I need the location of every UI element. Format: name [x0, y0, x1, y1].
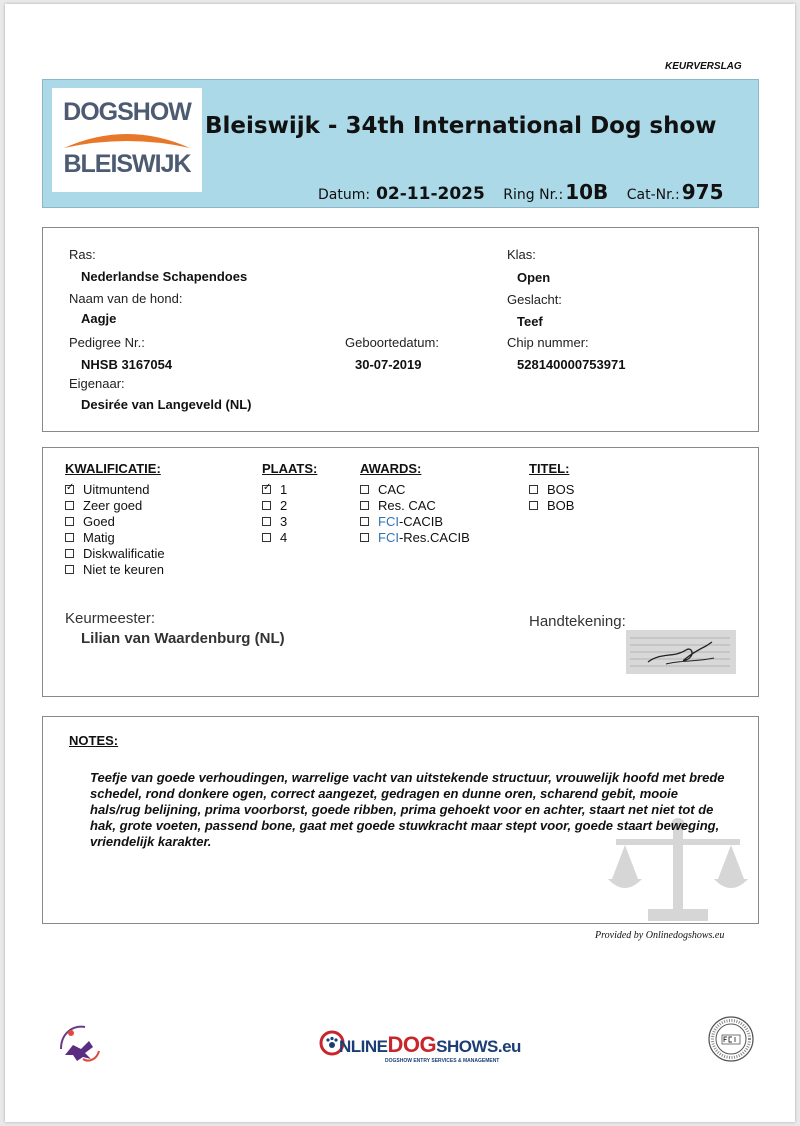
awards-heading: AWARDS:: [360, 461, 422, 476]
chip-value: 528140000753971: [517, 357, 626, 372]
date-value: 02-11-2025: [376, 184, 485, 204]
logo-swoosh-icon: [62, 126, 192, 152]
date-label: Datum:: [318, 187, 371, 203]
checkbox-checked-icon[interactable]: [262, 485, 271, 494]
title-option[interactable]: BOB: [529, 498, 574, 514]
title-option[interactable]: BOS: [529, 482, 574, 498]
dog-info-box: [42, 227, 759, 432]
onlinedogshows-wordmark: NLINEDOGSHOWS.eu: [339, 1032, 521, 1057]
sex-label: Geslacht:: [507, 292, 562, 307]
checkbox-icon[interactable]: [529, 501, 538, 510]
class-value: Open: [517, 270, 551, 285]
logo-text-top: DOGSHOW: [63, 98, 191, 126]
checkbox-checked-icon[interactable]: [65, 485, 74, 494]
checkbox-icon[interactable]: [360, 533, 369, 542]
title-heading: TITEL:: [529, 461, 570, 476]
place-column: [262, 461, 317, 546]
fci-seal-icon: [707, 1015, 755, 1063]
title-column: [529, 461, 574, 514]
show-meta-row: [318, 180, 738, 204]
notes-box: [42, 716, 759, 924]
checkbox-icon[interactable]: [65, 517, 74, 526]
notes-heading: NOTES:: [69, 733, 119, 748]
judge-label: Keurmeester:: [65, 610, 156, 627]
checkbox-icon[interactable]: [360, 485, 369, 494]
checkbox-icon[interactable]: [360, 501, 369, 510]
logo-text-bottom: BLEISWIJK: [63, 150, 191, 178]
award-option[interactable]: FCI-Res.CACIB: [360, 530, 470, 546]
qualification-option[interactable]: Matig: [65, 530, 165, 546]
award-option[interactable]: FCI-CACIB: [360, 514, 470, 530]
qualification-option[interactable]: Niet te keuren: [65, 562, 165, 578]
show-header: [42, 79, 759, 208]
qualification-heading: KWALIFICATIE:: [65, 461, 161, 476]
checkbox-icon[interactable]: [262, 517, 271, 526]
judge-name: Lilian van Waardenburg (NL): [81, 630, 285, 647]
checkbox-icon[interactable]: [65, 565, 74, 574]
qualification-option[interactable]: ✓Uitmuntend: [65, 482, 165, 498]
sex-value: Teef: [517, 314, 543, 329]
cat-value: 975: [681, 180, 724, 204]
checkbox-icon[interactable]: [360, 517, 369, 526]
page: [5, 4, 795, 1122]
place-option[interactable]: 2: [262, 498, 317, 514]
ring-label: Ring Nr.:: [503, 187, 564, 203]
onlinedogshows-logo: [319, 1028, 521, 1074]
notes-text: Teefje van goede verhoudingen, warrelige vacht van uitstekende structuur, vrouwelijk hoofd met brede schedel, rond donkere ogen, correct aangezet, gedragen en dunne oren, scharend gebit, mooie hals/rug belijning, prima voorborst, goede ribben, prima gehoekt voor en achter, staart net niet tot de hak, grote voeten, passend bone, gaat met goede stuwkracht maar stept voor, goede staart beweging, vriendelijk karakter.: [90, 770, 725, 849]
kennel-club-logo-icon: [55, 1019, 101, 1065]
checkbox-icon[interactable]: [262, 533, 271, 542]
breed-value: Nederlandse Schapendoes: [81, 269, 248, 284]
dogshow-bleiswijk-logo: [52, 88, 202, 192]
pedigree-value: NHSB 3167054: [81, 357, 173, 372]
owner-value: Desirée van Langeveld (NL): [81, 397, 252, 412]
award-option[interactable]: CAC: [360, 482, 470, 498]
qualification-option[interactable]: Diskwalificatie: [65, 546, 165, 562]
place-option[interactable]: 3: [262, 514, 317, 530]
class-label: Klas:: [507, 247, 536, 262]
judging-box: [42, 447, 759, 697]
qualification-option[interactable]: Goed: [65, 514, 165, 530]
document-type-label: KEURVERSLAG: [665, 61, 742, 72]
checkbox-icon[interactable]: [262, 501, 271, 510]
cat-label: Cat-Nr.:: [626, 187, 680, 203]
dog-name-label: Naam van de hond:: [69, 291, 183, 306]
qualification-column: [65, 461, 165, 578]
pedigree-label: Pedigree Nr.:: [69, 335, 145, 350]
owner-label: Eigenaar:: [69, 376, 125, 391]
chip-label: Chip nummer:: [507, 335, 589, 350]
place-option[interactable]: ✓1: [262, 482, 317, 498]
birth-value: 30-07-2019: [355, 357, 422, 372]
place-heading: PLAATS:: [262, 461, 318, 476]
place-option[interactable]: 4: [262, 530, 317, 546]
provided-by: Provided by Onlinedogshows.eu: [595, 930, 725, 941]
signature-image: [626, 630, 736, 674]
ring-value: 10B: [565, 180, 609, 204]
awards-column: [360, 461, 470, 546]
breed-label: Ras:: [69, 247, 96, 262]
signature-scribble-icon: [626, 630, 736, 674]
qualification-option[interactable]: Zeer goed: [65, 498, 165, 514]
award-option[interactable]: Res. CAC: [360, 498, 470, 514]
birth-label: Geboortedatum:: [345, 335, 439, 350]
checkbox-icon[interactable]: [65, 549, 74, 558]
signature-label: Handtekening:: [529, 613, 626, 630]
onlinedogshows-tagline: DOGSHOW ENTRY SERVICES & MANAGEMENT: [385, 1058, 500, 1064]
checkbox-icon[interactable]: [65, 533, 74, 542]
checkbox-icon[interactable]: [529, 485, 538, 494]
dog-name-value: Aagje: [81, 311, 117, 326]
show-title: Bleiswijk - 34th International Dog show: [205, 113, 717, 139]
checkbox-icon[interactable]: [65, 501, 74, 510]
